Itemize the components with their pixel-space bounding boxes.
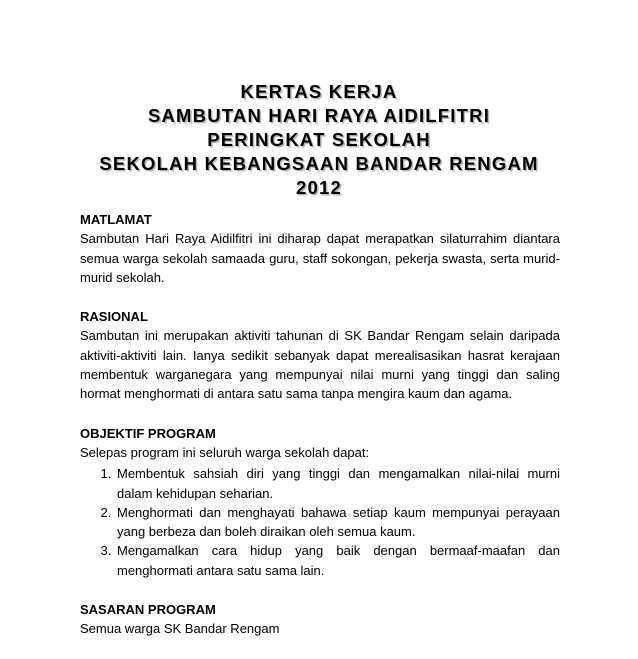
section-paragraph: Sambutan Hari Raya Aidilfitri ini diharap dapat merapatkan silaturrahim diantara semua warga sekolah samaada guru, staff sokongan, pekerja swasta, serta murid-murid sekolah. — [80, 231, 560, 285]
section-paragraph: Semua warga SK Bandar Rengam — [80, 621, 280, 637]
section-heading: OBJEKTIF PROGRAM — [80, 425, 216, 441]
section-heading: MATLAMAT — [80, 212, 152, 227]
title-line-2: SAMBUTAN HARI RAYA AIDILFITRI — [147, 105, 491, 126]
section-sasaran — [80, 600, 560, 639]
title-line-3: PERINGKAT SEKOLAH — [207, 129, 431, 150]
document-body — [80, 210, 560, 659]
section-heading: SASARAN PROGRAM — [80, 602, 216, 618]
section-heading: RASIONAL — [80, 309, 148, 325]
section-intro: Selepas program ini seluruh warga sekolah dapat: — [80, 444, 370, 460]
list-item: 3. Mengamalkan cara hidup yang baik dengan bermaaf-maafan dan menghormati antara satu sama lain. — [115, 541, 560, 580]
title-block — [60, 80, 578, 200]
list-item: 1. Membentuk sahsiah diri yang tinggi dan mengamalkan nilai-nilai murni dalam kehidupan seharian. — [115, 464, 560, 503]
section-paragraph: Sambutan ini merupakan aktiviti tahunan di SK Bandar Rengam selain daripada aktiviti-aktiviti lain. Ianya sedikit sebanyak dapat merealisasikan hasrat kerajaan membentuk warganegara yang mempunyai nilai murni yang tinggi dan saling hormat menghormati di antara satu sama tanpa mengira kaum dan agama. — [80, 328, 560, 402]
title-line-4: SEKOLAH KEBANGSAAN BANDAR RENGAM — [99, 153, 539, 174]
title-line-5: 2012 — [296, 177, 342, 198]
objective-list — [80, 464, 560, 580]
section-objektif — [80, 424, 560, 580]
title-line-1: KERTAS KERJA — [240, 81, 398, 102]
section-rasional — [80, 307, 560, 403]
section-matlamat — [80, 210, 560, 287]
list-item: 2. Menghormati dan menghayati bahawa setiap kaum mempunyai perayaan yang berbeza dan boleh diraikan oleh semua kaum. — [115, 503, 560, 542]
